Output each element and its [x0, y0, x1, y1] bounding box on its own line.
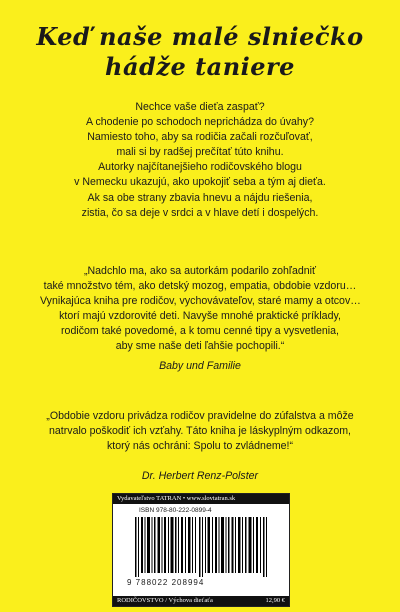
barcode-bars — [133, 517, 269, 577]
review-quote-2 — [40, 409, 360, 454]
blurb-line: Ak sa obe strany zbavia hnevu a nájdu riešenia, — [87, 191, 313, 204]
quote-line: Vynikajúca kniha pre rodičov, vychovávateľov, staré mamy a otcov… — [40, 295, 361, 308]
blurb-line: mali si by radšej prečítať túto knihu. — [116, 146, 284, 159]
title-line-1: Keď naše malé slniečko — [36, 22, 364, 51]
quote-2-attribution: Dr. Herbert Renz-Polster — [141, 470, 259, 482]
quote-1-attribution: Baby und Familie — [159, 360, 241, 372]
isbn-text: ISBN 978-80-222-0899-4 — [139, 507, 212, 514]
quote-line: také množstvo tém, ako detský mozog, empatia, obdobie vzdoru… — [43, 280, 357, 293]
quote-line: ktorý nás ochráni: Spolu to zvládneme!“ — [106, 440, 294, 453]
blurb-line: Nechce vaše dieťa zaspať? — [135, 101, 265, 113]
publisher-line: Vydavateľstvo TATRAN • www.slovtatran.sk — [113, 494, 289, 504]
review-quote-1 — [40, 264, 360, 355]
quote-line: „Nadchlo ma, ako sa autorkám podarilo zohľadniť — [83, 265, 316, 277]
blurb-line: v Nemecku ukazujú, ako upokojiť seba a tým aj dieťa. — [74, 176, 326, 189]
category-text: RODIČOVSTVO / Výchova dieťaťa — [117, 597, 213, 604]
blurb-line: zistia, čo sa deje v srdci a v hlave detí i dospelých. — [81, 206, 319, 219]
quote-line: „Obdobie vzdoru privádza rodičov pravidelne do zúfalstva a môže — [46, 410, 354, 422]
quote-line: natrvalo poškodiť ich vzťahy. Táto kniha je láskyplným odkazom, — [49, 425, 351, 438]
quote-line: rodičom také povedomé, a k tomu cenné tipy a vysvetlenia, — [61, 325, 339, 338]
blurb-line: A chodenie po schodoch neprichádza do úvahy? — [86, 116, 314, 129]
barcode-label — [112, 493, 290, 607]
blurb — [60, 100, 340, 221]
category-price-line — [113, 596, 289, 606]
barcode-digits: 9 788022 208994 — [127, 578, 205, 587]
quote-line: ktorí majú vzdorovité deti. Navyše mnohé praktické príklady, — [59, 310, 341, 323]
title-line-2: hádže taniere — [105, 52, 295, 81]
price-text: 12,90 € — [265, 597, 285, 604]
blurb-line: Autorky najčítanejšieho rodičovského blogu — [98, 161, 302, 174]
quote-line: aby sme naše deti ľahšie pochopili.“ — [115, 340, 285, 353]
blurb-line: Namiesto toho, aby sa rodičia začali rozčuľovať, — [87, 131, 313, 144]
book-title — [0, 22, 400, 82]
